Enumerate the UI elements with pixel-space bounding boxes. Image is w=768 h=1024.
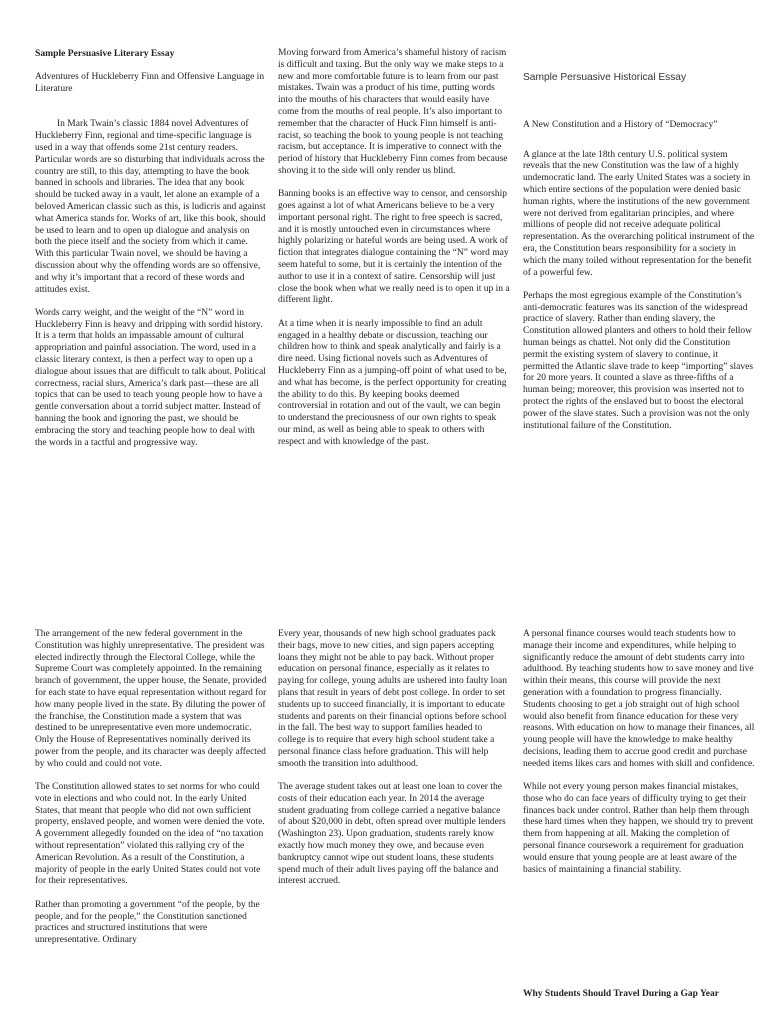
paragraph: The arrangement of the new federal government in the Constitution was highly unrepresentative. The president was elected indirectly through the Electoral College, while the Supreme Court was completely appointed. In the remaining branch of government, the upper house, the Senate, provided for each state to have equal representation without regard for how many people lived in the state. By diluting the power of the franchise, the Constitution made a system that was destined to be unrepresentative even more undemocratic. Only the House of Representatives nominally derived its power from the people, and its character was deeply affected by who could and could not vote.	[35, 629, 267, 769]
literary-essay-column-2	[278, 48, 510, 449]
historical-essay-title: Sample Persuasive Historical Essay	[523, 72, 687, 83]
literary-essay-subtitle: Adventures of Huckleberry Finn and Offensive Language in Literature	[35, 71, 265, 94]
finance-essay-column-1	[278, 629, 510, 888]
paragraph: The Constitution allowed states to set norms for who could vote in elections and who could not. In the early United States, that meant that people who did not own sufficient property, enslaved people, and women were denied the vote. A government allegedly founded on the idea of “no taxation without representation” violated this rallying cry of the American Revolution. As a result of the Constitution, a majority of people in the early United States could not vote for their representatives.	[35, 782, 265, 887]
paragraph: A glance at the late 18th century U.S. political system reveals that the new Constitution was the law of a highly undemocratic land. The early United States was a society in which entire sections of the population were denied basic human rights, where the institutions of the new government were not derived from egalitarian principles, and where millions of people did not receive adequate political representation. As the overarching political instrument of the era, the Constitution bears responsibility for a society in which the many toiled without representation for the benefit of a powerful few.	[523, 149, 755, 278]
finance-essay-column-2	[523, 629, 755, 876]
paragraph: While not every young person makes financial mistakes, those who do can face years of difficulty trying to get their finances back under control. Rather than help them through these hard times when they happen, we should try to prevent them from happening at all. Making the completion of personal finance coursework a requirement for graduation would ensure that young people are at least aware of the basics of maintaining a financial stability.	[523, 782, 754, 875]
literary-essay-title: Sample Persuasive Literary Essay	[35, 48, 175, 59]
paragraph: Every year, thousands of new high school graduates pack their bags, move to new cities, and sign papers accepting loans they might not be able to pay back. Without proper education on personal finance, especially as it relates to paying for college, young adults are ushered into faulty loan plans that result in years of debt post college. In order to set students up to succeed financially, it is important to educate students and parents on their financial options before school in the fall. The best way to support families headed to college is to require that every high school student take a personal finance class before graduation. This will help smooth the transition into adulthood.	[278, 629, 507, 769]
paragraph: Words carry weight, and the weight of the “N” word in Huckleberry Finn is heavy and dripping with sordid history. It is a term that holds an impassable amount of cultural appropriation and painful association. The word, used in a classic literary context, is then a perfect way to open up a dialogue about issues that are difficult to talk about. Political correctness, racial slurs, America’s dark past—these are all topics that can be used to teach young people how to have a gentle conversation about a torrid subject matter. Instead of banning the book and ignoring the past, we should be embracing the story and teaching people how to deal with the words in a tactful and progressive way.	[35, 307, 266, 448]
gap-year-heading-block	[523, 989, 755, 1001]
paragraph: Banning books is an effective way to censor, and censorship goes against a lot of what Americans believe to be a very important personal right. The right to free speech is sacred, and it is mostly untouched even in circumstances where highly polarizing or hateful words are being used. A work of fiction that integrates dialogue containing the “N” word may seem hateful to some, but it is certainly the intention of the author to use it in a context of satire. Censorship will just close the book when what we really need is to open it up in a different light.	[278, 189, 510, 306]
paragraph: A personal finance courses would teach students how to manage their income and expenditures, while helping to significantly reduce the amount of debt students carry into adulthood. By teaching students how to save money and live within their means, this course will provide the next generation with a foundation to progress financially. Students choosing to get a job straight out of high school would also benefit from finance education for these very reasons. With education on how to manage their finances, all young people will have the knowledge to make healthy decisions, leading them to accrue good credit and purchase needed items likes cars and homes with skill and confidence.	[523, 629, 755, 769]
paragraph: In Mark Twain’s classic 1884 novel Adventures of Huckleberry Finn, regional and time-specific language is used in a way that offends some 21st century readers. Particular words are so disturbing that individuals across the country are still, to this day, attempting to have the book banned in schools and libraries. The idea that any book should be tucked away in a vault, let alone an example of a beloved American classic such as this, is ludicris and against what America stands for. Works of art, like this book, should be used to learn and to open up dialogue and analysis on both the piece itself and the society from which it came. With this particular Twain novel, we should be having a discussion about why the offending words are so offensive, and why it’s important that a record of these words and attitudes exist.	[35, 119, 266, 295]
paragraph: The average student takes out at least one loan to cover the costs of their education each year. In 2014 the average student graduating from college carried a negative balance of about $20,000 in debt, often spread over multiple lenders (Washington 23). Upon graduation, students rarely know exactly how much money they owe, and because even bankruptcy cannot wipe out student loans, these students spend much of their adult lives paying off the balance and interest accrued.	[278, 782, 506, 887]
gap-year-heading: Why Students Should Travel During a Gap Year	[523, 989, 719, 999]
paragraph: Moving forward from America’s shameful history of racism is difficult and taxing. But the only way we make steps to a new and more comfortable future is to learn from our past mistakes. Twain was a product of his time, putting words into the mouths of his characters that would easily have come from the mouths of real people. It’s also important to remember that the character of Huck Finn himself is anti-racist, so teaching the book to young people is not teaching racism, but acceptance. It is imperative to connect with the period of history that Huckleberry Finn comes from because shoving it to the side will only render us blind.	[278, 48, 508, 176]
paragraph: At a time when it is nearly impossible to find an adult engaged in a healthy debate or discussion, teaching our children how to think and speak analytically and fairly is a dire need. Using fictional novels such as Adventures of Huckleberry Finn as a jumping-off point of what used to be, and what has become, is the perfect opportunity for creating the ability to do this. By keeping books deemed controversial in rotation and out of the vault, we can begin to understand the preciousness of our own rights to speak our mind, as well as being able to speak to others with respect and with knowledge of the past.	[278, 318, 507, 447]
literary-essay-column-1	[35, 48, 267, 449]
paragraph: Rather than promoting a government “of the people, by the people, and for the people,” the Constitution sanctioned practices and structured institutions that were unrepresentative. Ordinary	[35, 899, 260, 946]
historical-essay-column-1	[523, 72, 755, 432]
historical-essay-heading: A New Constitution and a History of “Democracy”	[523, 119, 718, 130]
paragraph: Perhaps the most egregious example of the Constitution’s anti-democratic features was its sanction of the widespread practice of slavery. Rather than ending slavery, the Constitution allowed planters and others to hold their fellow human beings as chattel. Not only did the Constitution permit the existing system of slavery to continue, it permitted the Atlantic slave trade to keep “importing” slaves for 20 more years. It counted a slave as three-fifths of a human being; moreover, this provision was inserted not to protect the rights of the enslaved but to boost the electoral power of the slave states. Such a provision was not the only institutional failure of the Constitution.	[523, 290, 754, 431]
historical-essay-column-2	[35, 629, 267, 947]
